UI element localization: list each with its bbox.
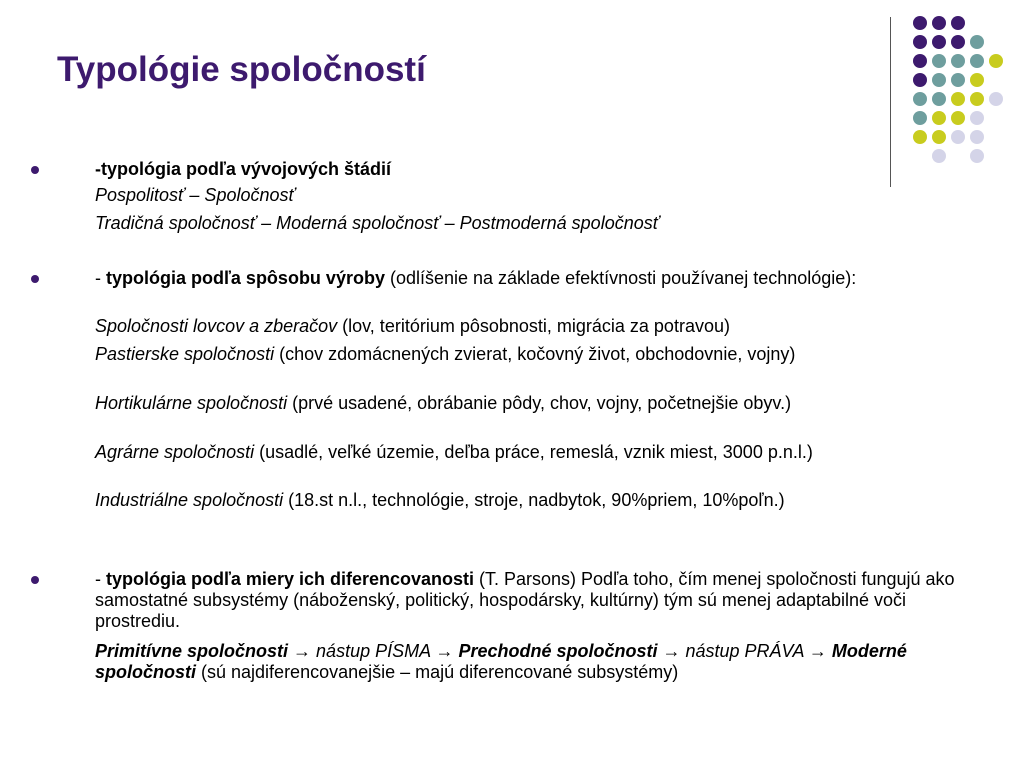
list-item-desc: (usadlé, veľké územie, deľba práce, remeslá, vznik miest, 3000 p.n.l.) (254, 442, 813, 462)
decor-dot (951, 73, 965, 87)
decor-dot (970, 130, 984, 144)
bullet-icon (31, 275, 39, 283)
list-item (95, 344, 975, 365)
decor-dot (913, 54, 927, 68)
decor-dot (913, 16, 927, 30)
decor-dot (989, 92, 1003, 106)
decor-dot (951, 130, 965, 144)
decor-dot (970, 73, 984, 87)
section-1-line-2: Tradičná spoločnosť – Moderná spoločnosť – Postmoderná spoločnosť (95, 213, 660, 233)
decor-dot (932, 92, 946, 106)
decor-dot (970, 111, 984, 125)
list-item-name: Hortikulárne spoločnosti (95, 393, 288, 413)
decor-dot (970, 35, 984, 49)
stage-modern: Moderné spoločnosti (95, 641, 907, 682)
list-item-name: Industriálne spoločnosti (95, 490, 284, 510)
decor-dot (913, 73, 927, 87)
decor-dot (932, 35, 946, 49)
section-3-title: typológia podľa miery ich diferencovanosti (106, 569, 475, 589)
section-1-line-1: Pospolitosť – Spoločnosť (95, 185, 295, 205)
decor-dot (913, 35, 927, 49)
section-3-heading (95, 569, 975, 632)
section-1-heading: -typológia podľa vývojových štádií (95, 159, 391, 179)
stage-arrow-2: → nástup PRÁVA → (657, 641, 832, 661)
slide-title: Typológie spoločností (57, 50, 426, 89)
dash: - (95, 569, 106, 589)
list-item-desc: (prvé usadené, obrábanie pôdy, chov, vojny, početnejšie obyv.) (287, 393, 792, 413)
decor-dot (951, 111, 965, 125)
list-item-desc: (chov zdomácnených zvierat, kočovný život, obchodovnie, vojny) (274, 344, 796, 364)
decor-dot (932, 111, 946, 125)
decor-dot (932, 73, 946, 87)
decor-dot (970, 54, 984, 68)
section-3-title-rest: (T. Parsons) Podľa toho, čím menej spoločnosti fungujú ako samostatné subsystémy (náboženský, politický, hospodársky, kultúrny) tým sú menej adaptabilné voči prostrediu. (95, 569, 955, 631)
decor-dot (951, 54, 965, 68)
decor-dot (951, 16, 965, 30)
decor-dot (913, 111, 927, 125)
decor-dot (951, 92, 965, 106)
decor-dot (951, 35, 965, 49)
list-item-name: Agrárne spoločnosti (95, 442, 255, 462)
bullet-icon (31, 576, 39, 584)
section-2-title: typológia podľa spôsobu výroby (106, 268, 385, 288)
stage-tail: (sú najdiferencovanejšie – majú diferencované subsystémy) (196, 662, 679, 682)
decor-dot (913, 92, 927, 106)
dash: - (95, 268, 106, 288)
list-item (95, 442, 975, 463)
bullet-icon (31, 166, 39, 174)
decor-dot (970, 92, 984, 106)
decor-dot (932, 16, 946, 30)
section-2-heading (95, 268, 975, 289)
decor-dot (932, 54, 946, 68)
list-item-name: Spoločnosti lovcov a zberačov (95, 316, 338, 336)
list-item (95, 490, 975, 511)
list-item-desc: (18.st n.l., technológie, stroje, nadbytok, 90%priem, 10%poľn.) (283, 490, 785, 510)
stage-transitional: Prechodné spoločnosti (458, 641, 658, 661)
list-item-desc: (lov, teritórium pôsobnosti, migrácia za potravou) (337, 316, 730, 336)
decor-dot (989, 54, 1003, 68)
differentiation-stages (95, 641, 975, 683)
decor-dot (932, 130, 946, 144)
section-2-title-rest: (odlíšenie na základe efektívnosti používanej technológie): (384, 268, 857, 288)
list-item (95, 316, 975, 337)
list-item (95, 393, 975, 414)
stage-arrow-1: → nástup PÍSMA → (288, 641, 459, 661)
decor-dot (913, 130, 927, 144)
stage-primitive: Primitívne spoločnosti (95, 641, 289, 661)
list-item-name: Pastierske spoločnosti (95, 344, 275, 364)
